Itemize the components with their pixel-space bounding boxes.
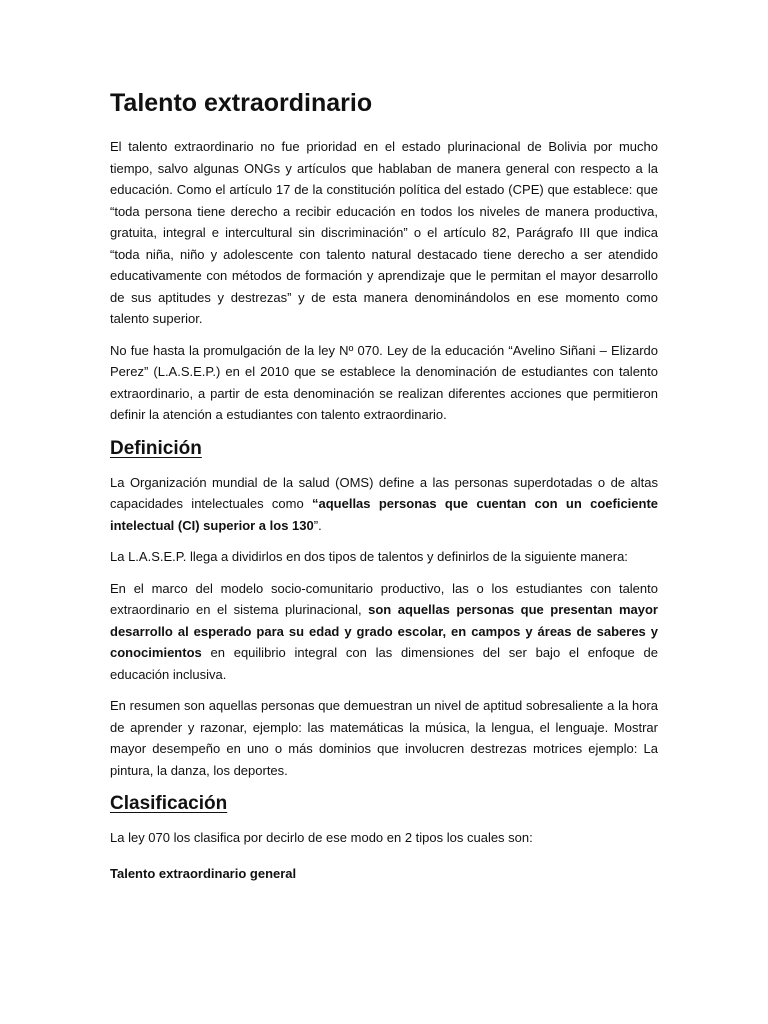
paragraph-resumen: En resumen son aquellas personas que demuestran un nivel de aptitud sobresaliente a la hora de aprender y razonar, ejemplo: las matemáticas la música, la lengua, el lenguaje. Mostrar mayor desempeño en uno o más dominios que involucren destrezas motrices ejemplo: La pintura, la danza, los deportes. bbox=[110, 698, 658, 778]
paragraph-oms-text: La Organización mundial de la salud (OMS) define a las personas superdotadas o de altas capacidades intelectuales como bbox=[110, 474, 658, 511]
paragraph-ley-070: No fue hasta la promulgación de la ley Nº 070. Ley de la educación “Avelino Siñani – Elizardo Perez” (L.A.S.E.P.) en el 2010 que se establece la denominación de estudiantes con talento extraordinario, a partir de esta denominación se realizan diferentes acciones que permitieron definir la atención a estudiantes con talento extraordinario. bbox=[110, 342, 658, 422]
heading-clasificacion: Clasificación bbox=[110, 793, 228, 814]
paragraph-clasificacion: La ley 070 los clasifica por decirlo de ese modo en 2 tipos los cuales son: bbox=[110, 830, 533, 845]
paragraph-oms bbox=[110, 472, 658, 537]
paragraph-modelo bbox=[110, 578, 658, 686]
subheading-talento-general: Talento extraordinario general bbox=[110, 865, 297, 881]
paragraph-intro: El talento extraordinario no fue prioridad en el estado plurinacional de Bolivia por mucho tiempo, salvo algunas ONGs y artículos que hablaban de manera general con respecto a la educación. Como el artículo 17 de la constitución política del estado (CPE) que establece: que “toda persona tiene derecho a recibir educación en todos los niveles de manera productiva, gratuita, integral e intercultural sin discriminación” o el artículo 82, Parágrafo III que indica “toda niña, niño y adolescente con talento natural destacado tiene derecho a ser atendido educativamente con métodos de formación y aprendizaje que le permitan el mayor desarrollo de sus aptitudes y destrezas” y de esta manera denominándolos en ese momento como talento superior. bbox=[110, 139, 658, 326]
paragraph-modelo-bold: son aquellas personas que presentan mayor desarrollo al esperado para su edad y grado escolar, en campos y áreas de saberes y conocimientos bbox=[110, 602, 658, 660]
paragraph-lasep: La L.A.S.E.P. llega a dividirlos en dos tipos de talentos y definirlos de la siguiente manera: bbox=[110, 549, 628, 564]
paragraph-modelo-text: En el marco del modelo socio-comunitario productivo, las o los estudiantes con talento extraordinario en el sistema plurinacional, bbox=[110, 580, 658, 617]
section-definicion bbox=[110, 436, 658, 462]
paragraph-modelo-end: en equilibrio integral con las dimensiones del ser bajo el enfoque de educación inclusiva. bbox=[110, 645, 658, 682]
paragraph-oms-quote: “aquellas personas que cuentan con un coeficiente intelectual (CI) superior a los 130 bbox=[110, 496, 659, 533]
section-clasificacion bbox=[110, 791, 658, 817]
document-title: Talento extraordinario bbox=[110, 89, 373, 117]
heading-definicion: Definición bbox=[110, 437, 202, 459]
document-page bbox=[110, 86, 658, 894]
paragraph-oms-end: ”. bbox=[313, 517, 322, 533]
